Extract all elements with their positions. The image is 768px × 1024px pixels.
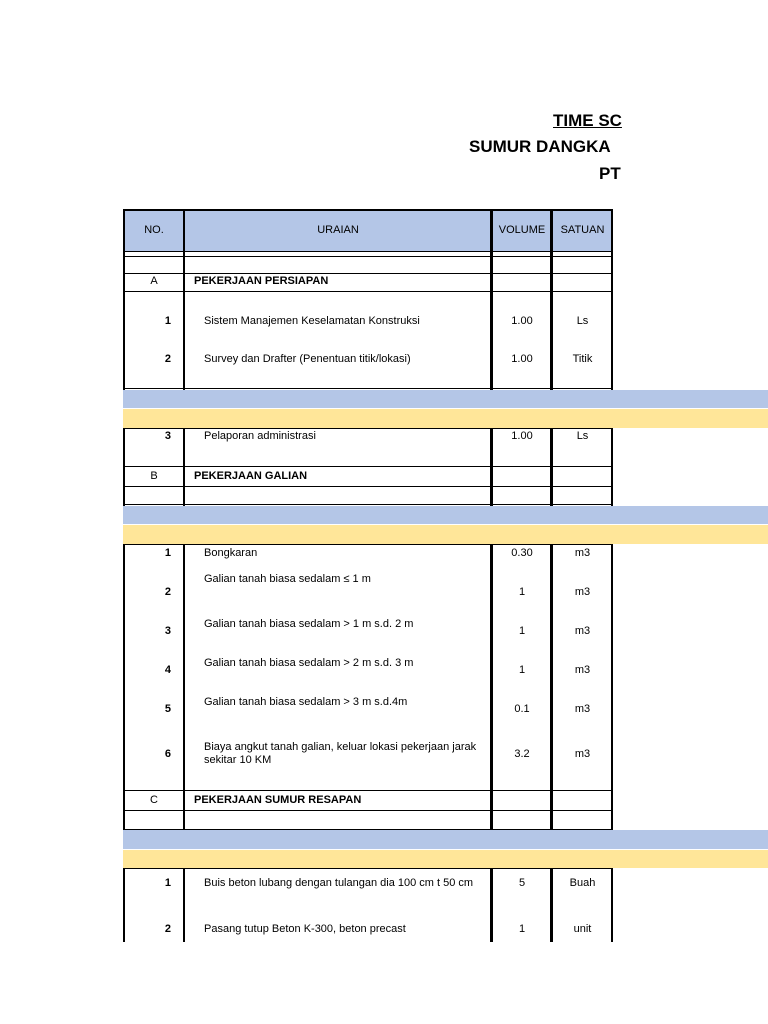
grid-line: [123, 428, 613, 429]
item-volume: 1: [518, 586, 526, 598]
grid-line: [123, 388, 613, 389]
item-volume: 1: [518, 923, 526, 935]
document-title: TIME SC: [553, 111, 622, 130]
item-volume: 5: [518, 877, 526, 889]
item-number: 2: [164, 353, 171, 365]
section-title: PEKERJAAN PERSIAPAN: [194, 275, 329, 287]
item-unit: Buah: [569, 877, 596, 889]
item-volume: 1.00: [511, 430, 533, 442]
document-subtitle: SUMUR DANGKA: [469, 137, 611, 156]
document-company: PT: [599, 164, 621, 183]
separator-band-yellow: [123, 850, 768, 868]
item-description: Bongkaran: [204, 547, 258, 559]
item-number: 3: [164, 430, 171, 442]
item-description: Buis beton lubang dengan tulangan dia 100 cm t 50 cm: [204, 877, 474, 889]
header-volume: VOLUME: [498, 224, 546, 236]
item-description: Galian tanah biasa sedalam ≤ 1 m: [204, 573, 371, 585]
header-satuan: SATUAN: [560, 224, 605, 236]
grid-line: [123, 829, 613, 830]
separator-band-yellow: [123, 409, 768, 428]
item-number: 3: [164, 625, 171, 637]
separator-band-blue: [123, 506, 768, 524]
item-volume: 0.30: [511, 547, 533, 559]
grid-line: [123, 810, 613, 811]
item-number: 1: [164, 315, 171, 327]
item-unit: m3: [574, 586, 591, 598]
item-description: Galian tanah biasa sedalam > 1 m s.d. 2 m: [204, 618, 414, 630]
grid-line: [123, 256, 613, 257]
separator-band-blue: [123, 390, 768, 408]
grid-line: [123, 504, 613, 505]
section-letter: A: [150, 275, 158, 287]
header-uraian: URAIAN: [317, 224, 359, 236]
item-volume: 1.00: [511, 353, 533, 365]
item-number: 2: [164, 586, 171, 598]
item-unit: m3: [574, 625, 591, 637]
item-unit: m3: [574, 664, 591, 676]
header-no: NO.: [144, 224, 164, 236]
separator-band-yellow: [123, 525, 768, 544]
grid-line: [123, 273, 613, 274]
item-number: 6: [164, 748, 171, 760]
item-number: 1: [164, 877, 171, 889]
separator-band-blue: [123, 830, 768, 849]
item-unit: Ls: [576, 430, 589, 442]
grid-line: [183, 428, 185, 506]
grid-line: [123, 544, 613, 545]
item-unit: Ls: [576, 315, 589, 327]
item-unit: unit: [573, 923, 592, 935]
item-number: 1: [164, 547, 171, 559]
section-letter: B: [150, 470, 158, 482]
item-description: Galian tanah biasa sedalam > 2 m s.d. 3 m: [204, 657, 414, 669]
item-volume: 1.00: [511, 315, 533, 327]
item-unit: m3: [574, 703, 591, 715]
grid-line: [123, 209, 613, 211]
item-description: Biaya angkut tanah galian, keluar lokasi pekerjaan jarak sekitar 10 KM: [204, 741, 477, 766]
item-number: 5: [164, 703, 171, 715]
item-unit: Titik: [572, 353, 593, 365]
section-title: PEKERJAAN GALIAN: [194, 470, 308, 482]
grid-line: [183, 544, 185, 830]
grid-line: [123, 486, 613, 487]
item-unit: m3: [574, 748, 591, 760]
item-number: 2: [164, 923, 171, 935]
grid-line: [123, 466, 613, 467]
grid-line: [123, 790, 613, 791]
section-letter: C: [150, 794, 158, 806]
item-volume: 3.2: [514, 748, 530, 760]
grid-line: [123, 291, 613, 292]
grid-line: [183, 868, 185, 942]
item-volume: 0.1: [514, 703, 530, 715]
section-title: PEKERJAAN SUMUR RESAPAN: [194, 794, 362, 806]
item-description: Sistem Manajemen Keselamatan Konstruksi: [204, 315, 420, 327]
item-description: Survey dan Drafter (Penentuan titik/lokasi): [204, 353, 411, 365]
item-unit: m3: [574, 547, 591, 559]
item-volume: 1: [518, 625, 526, 637]
item-volume: 1: [518, 664, 526, 676]
grid-line: [123, 868, 613, 869]
item-description: Pelaporan administrasi: [204, 430, 316, 442]
item-number: 4: [164, 664, 171, 676]
item-description: Pasang tutup Beton K-300, beton precast: [204, 923, 406, 935]
item-description: Galian tanah biasa sedalam > 3 m s.d.4m: [204, 696, 408, 708]
grid-line: [123, 251, 613, 252]
